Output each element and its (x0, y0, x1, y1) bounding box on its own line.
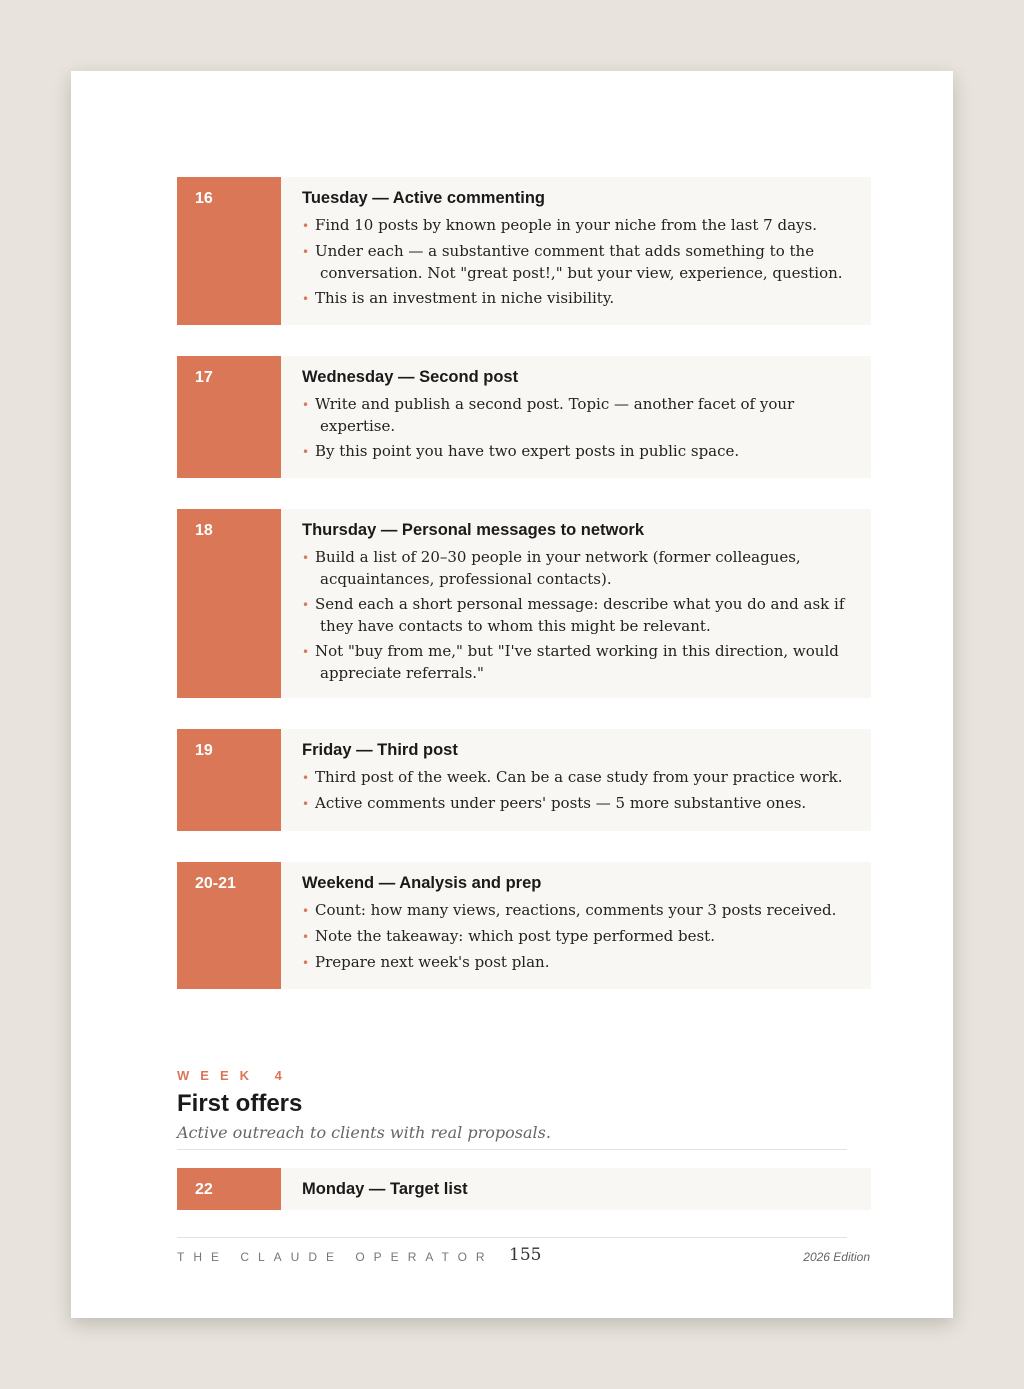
week-label: WEEK 4 (177, 1068, 293, 1083)
divider (177, 1149, 847, 1150)
bullet-text: acquaintances, professional contacts). (320, 570, 612, 588)
bullet-text: they have contacts to whom this might be relevant. (320, 617, 711, 635)
bullet-item (302, 594, 847, 637)
bullet-item (302, 394, 847, 437)
bullet-text: Third post of the week. Can be a case study from your practice work. (315, 768, 843, 786)
bullet-item (302, 288, 847, 310)
bullet-dot-icon: • (302, 245, 310, 259)
bullet-item (302, 926, 847, 948)
bullet-item (302, 241, 847, 284)
bullet-dot-icon: • (302, 930, 310, 944)
bullet-item (302, 793, 847, 815)
day-bullets (302, 767, 847, 815)
day-bullets (302, 394, 847, 463)
bullet-text: Send each a short personal message: describe what you do and ask if (315, 595, 845, 613)
bullet-dot-icon: • (302, 645, 310, 659)
day-title: Tuesday — Active commenting (302, 189, 545, 207)
bullet-dot-icon: • (302, 551, 310, 565)
bullet-item (302, 900, 847, 922)
bullet-item (302, 641, 847, 684)
bullet-text: This is an investment in niche visibility. (315, 289, 615, 307)
bullet-text: Count: how many views, reactions, comments your 3 posts received. (315, 901, 837, 919)
day-bullets (302, 547, 847, 684)
bullet-text: Write and publish a second post. Topic — another facet of your (315, 395, 795, 413)
week-subtitle: Active outreach to clients with real proposals. (177, 1123, 551, 1142)
bullet-text: By this point you have two expert posts in public space. (315, 442, 740, 460)
bullet-text: Find 10 posts by known people in your niche from the last 7 days. (315, 216, 817, 234)
page (71, 71, 953, 1318)
week-title: First offers (177, 1090, 303, 1117)
bullet-text: expertise. (320, 417, 396, 435)
day-number: 17 (177, 356, 281, 478)
bullet-text: Prepare next week's post plan. (315, 953, 550, 971)
day-title: Monday — Target list (302, 1180, 468, 1198)
day-bullets (302, 215, 847, 310)
day-card-22 (177, 1168, 871, 1210)
bullet-dot-icon: • (302, 797, 310, 811)
bullet-dot-icon: • (302, 956, 310, 970)
day-number: 19 (177, 729, 281, 831)
day-title: Friday — Third post (302, 741, 458, 759)
day-card-19 (177, 729, 871, 831)
day-number: 22 (177, 1168, 281, 1210)
bullet-text: conversation. Not "great post!," but your view, experience, question. (320, 264, 843, 282)
bullet-item (302, 441, 847, 463)
day-bullets (302, 900, 847, 974)
bullet-text: Not "buy from me," but "I've started working in this direction, would (315, 642, 839, 660)
day-title: Weekend — Analysis and prep (302, 874, 542, 892)
bullet-dot-icon: • (302, 445, 310, 459)
footer-divider (177, 1237, 847, 1238)
day-card-20-21 (177, 862, 871, 989)
day-title: Thursday — Personal messages to network (302, 521, 645, 539)
bullet-text: Active comments under peers' posts — 5 more substantive ones. (315, 794, 807, 812)
day-card-17 (177, 356, 871, 478)
bullet-dot-icon: • (302, 219, 310, 233)
footer-edition: 2026 Edition (803, 1250, 870, 1264)
bullet-dot-icon: • (302, 398, 310, 412)
bullet-dot-icon: • (302, 292, 310, 306)
bullet-dot-icon: • (302, 771, 310, 785)
day-number: 20-21 (177, 862, 281, 989)
bullet-item (302, 215, 847, 237)
page-number: 155 (509, 1245, 542, 1265)
bullet-text: appreciate referrals." (320, 664, 484, 682)
bullet-item (302, 952, 847, 974)
footer-brand: THE CLAUDE OPERATOR (177, 1250, 494, 1264)
bullet-item (302, 547, 847, 590)
bullet-dot-icon: • (302, 904, 310, 918)
bullet-item (302, 767, 847, 789)
day-card-16 (177, 177, 871, 325)
day-number: 16 (177, 177, 281, 325)
day-number: 18 (177, 509, 281, 698)
day-card-18 (177, 509, 871, 698)
bullet-text: Note the takeaway: which post type performed best. (315, 927, 715, 945)
bullet-dot-icon: • (302, 598, 310, 612)
bullet-text: Build a list of 20–30 people in your network (former colleagues, (315, 548, 801, 566)
bullet-text: Under each — a substantive comment that adds something to the (315, 242, 815, 260)
day-title: Wednesday — Second post (302, 368, 519, 386)
